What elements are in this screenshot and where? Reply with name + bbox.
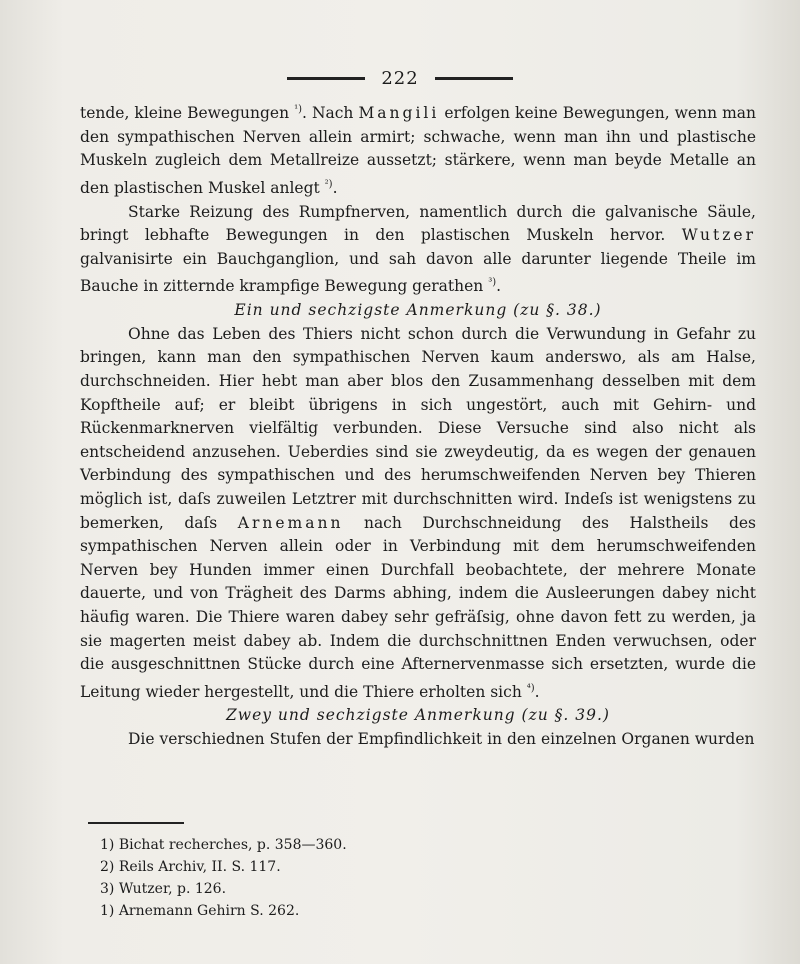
- footnote: 3) Wutzer, p. 126.: [100, 881, 227, 897]
- section-paragraphs: [80, 323, 756, 705]
- author-name: Wutzer: [681, 226, 756, 245]
- page-number: 222: [381, 68, 419, 89]
- paragraph: Die verschiednen Stufen der Empfindlichkeit in den einzelnen Organen wurden: [128, 730, 755, 749]
- author-name: Mangili: [358, 104, 440, 123]
- footnote-ref: ²): [324, 178, 333, 190]
- section-heading-next: Zwey und sechzigste Anmerkung (zu §. 39.): [226, 706, 610, 725]
- header-rule-right: [435, 77, 513, 80]
- main-text: [80, 98, 756, 752]
- top-paragraphs: [80, 98, 756, 299]
- footnote-rule: [88, 822, 184, 824]
- next-section-paragraphs: [80, 728, 756, 752]
- footnote-ref: ¹): [294, 104, 302, 115]
- footnote: 1) Bichat recherches, p. 358—360.: [100, 837, 347, 853]
- paragraph: tende, kleine Bewegungen $^{^1)}$. Nach Mangili erfolgen keine Bewegungen, wenn man den sympathischen Nerven allein armirt; schwache, wenn man ihn und plastische Muskeln zugleich dem Metallreize aussetzt; stärkere, wenn man beyde Metalle an den plastischen Muskel anlegt $^{^2)}$.: [80, 104, 757, 198]
- page-header: [0, 68, 800, 89]
- paragraph: Starke Reizung des Rumpfnerven, namentlich durch die galvanische Säule, bringt lebhafte Bewegungen in den plastischen Muskeln hervor. Wutzer galvanisirte ein Bauchganglion, und sah davon alle darunter liegende Theile im Bauche in zitternde krampfige Bewegung gerathen $^{^3)}$.: [80, 202, 756, 296]
- footnote: 2) Reils Archiv, II. S. 117.: [100, 859, 281, 875]
- section-heading: Ein und sechzigste Anmerkung (zu §. 38.): [234, 301, 602, 320]
- footnote-ref: ⁴): [526, 682, 535, 694]
- footnote-ref: ³): [488, 277, 497, 289]
- footnotes: [100, 834, 347, 922]
- paragraph: Ohne das Leben des Thiers nicht schon durch die Verwundung in Gefahr zu bringen, kann man den sympathischen Nerven kaum anderswo, als am Halse, durchschneiden. Hier hebt man aber blos den Zusammenhang desselben mit dem Kopftheile auf; er bleibt übrigens in sich ungestört, auch mit Gehirn- und Rückenmarknerven vielfältig verbunden. Diese Versuche sind also nicht als entscheidend anzusehen. Ueberdies sind sie zweydeutig, da es wegen der genauen Verbindung des sympathischen und des herumschweifenden Nerven bey Thieren möglich ist, daſs zuweilen Letztrer mit durchschnitten wird. Indeſs ist wenigstens zu bemerken, daſs Arnemann nach Durchschneidung des Halstheils des sympathischen Nerven allein oder in Verbindung mit dem herumschweifenden Nerven bey Hunden immer einen Durchfall beobachtete, der mehrere Monate dauerte, und von Trägheit des Darms abhing, indem die Ausleerungen dabey nicht häufig waren. Die Thiere waren dabey sehr gefräſsig, ohne davon fett zu werden, ja sie magerten meist dabey ab. Indem die durchschnittnen Enden verwuchsen, oder die ausgeschnittnen Stücke durch eine Afternervenmasse sich ersetzten, wurde die Leitung wieder hergestellt, und die Thiere erholten sich $^{^4)}$.: [80, 324, 756, 701]
- footnote: 1) Arnemann Gehirn S. 262.: [100, 903, 300, 919]
- header-rule-left: [287, 77, 365, 80]
- author-name: Arnemann: [237, 513, 344, 532]
